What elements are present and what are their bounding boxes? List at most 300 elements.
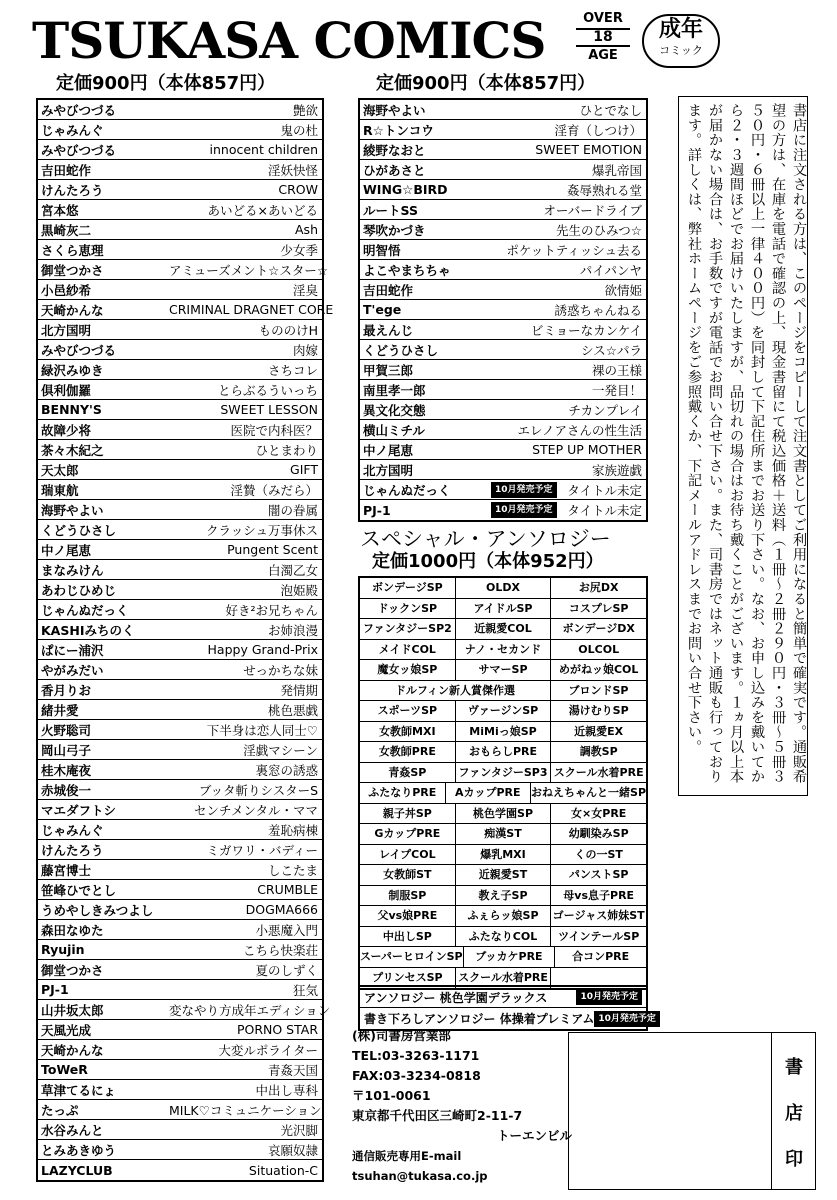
book-title: パイパンヤ bbox=[579, 262, 642, 278]
anthology-cell: 調教SP bbox=[579, 745, 618, 758]
list-item bbox=[38, 660, 322, 680]
anthology-cell: コスプレSP bbox=[568, 601, 629, 615]
anthology-cell: ボンデージSP bbox=[360, 578, 456, 598]
release-badge: 10月発売予定 bbox=[576, 989, 642, 1005]
author-name: BENNY'S bbox=[41, 402, 102, 417]
author-name: 北方国明 bbox=[41, 322, 92, 338]
author-name: けんたろう bbox=[41, 182, 104, 198]
anthology-cell: 女教師MXI bbox=[360, 722, 456, 742]
book-title: ビミョーなカンケイ bbox=[530, 322, 642, 338]
book-title: さちコレ bbox=[267, 362, 318, 378]
list-item bbox=[38, 580, 322, 600]
book-title: 変なやり方成年エディション bbox=[169, 1002, 331, 1018]
book-title: チカンプレイ bbox=[568, 402, 642, 418]
email-label: 通信販売専用E-mail bbox=[352, 1149, 462, 1163]
list-item bbox=[360, 380, 646, 400]
email-address: tsuhan@tukasa.co.jp bbox=[352, 1169, 488, 1183]
book-title: 淫贄（みだら） bbox=[230, 482, 318, 498]
author-name: 天風光成 bbox=[41, 1022, 92, 1038]
anthology-cell: MiMiっ娘SP bbox=[456, 722, 552, 742]
stamp-label-2: 店 bbox=[785, 1103, 803, 1124]
book-title: 大変ルポライター bbox=[218, 1042, 318, 1058]
anthology-cell: OLDX bbox=[456, 578, 552, 598]
list-item bbox=[360, 480, 646, 500]
author-name: 茶々木紀之 bbox=[41, 442, 104, 458]
grid-row bbox=[360, 886, 646, 907]
list-item bbox=[38, 980, 322, 1000]
book-title: CRUMBLE bbox=[257, 882, 318, 897]
book-title: あいどる×あいどる bbox=[207, 202, 318, 218]
special-anthology-grid bbox=[358, 576, 648, 990]
grid-row bbox=[360, 824, 646, 845]
list-item bbox=[360, 180, 646, 200]
author-name: 明智悟 bbox=[363, 242, 401, 258]
book-title: 狂気 bbox=[292, 982, 318, 998]
author-name: 吉田蛇作 bbox=[363, 282, 414, 298]
anthology-cell: 青姦SP bbox=[360, 763, 456, 783]
list-item bbox=[360, 320, 646, 340]
book-title: 鬼の杜 bbox=[280, 122, 318, 138]
book-title: Situation-C bbox=[248, 1162, 318, 1178]
list-item bbox=[38, 1020, 322, 1040]
list-item bbox=[38, 440, 322, 460]
left-title-list bbox=[36, 98, 334, 1182]
author-name: 御堂つかさ bbox=[41, 962, 104, 978]
anthology-cell: 父vs娘PRE bbox=[360, 906, 456, 926]
book-title: 肉嫁 bbox=[292, 342, 318, 358]
anthology-cell: 桃色学園SP bbox=[456, 804, 552, 824]
list-item bbox=[360, 140, 646, 160]
anthology-cell: お尻DX bbox=[578, 581, 619, 594]
author-name: じゃみんぐ bbox=[41, 822, 104, 838]
book-title: シス☆パラ bbox=[581, 342, 642, 358]
list-item bbox=[360, 460, 646, 480]
anthology-cell: 近親愛EX bbox=[574, 724, 624, 738]
book-title: センチメンタル・ママ bbox=[193, 802, 318, 818]
address: 東京都千代田区三崎町2-11-7 bbox=[352, 1108, 523, 1123]
list-item bbox=[38, 1060, 322, 1080]
anthology-cell: ブッカケPRE bbox=[464, 947, 556, 967]
author-name: LAZYCLUB bbox=[41, 1162, 113, 1178]
book-title: MILK♡コミュニケーション bbox=[169, 1102, 322, 1118]
middle-title-list bbox=[358, 98, 648, 522]
author-name: 水谷みんと bbox=[41, 1122, 104, 1138]
anthology-item bbox=[360, 987, 646, 1008]
anthology-cell: ふたなりPRE bbox=[360, 783, 446, 803]
list-item bbox=[38, 960, 322, 980]
book-title: 羞恥病棟 bbox=[267, 822, 318, 838]
book-title: タイトル未定 bbox=[567, 482, 642, 498]
anthology-cell: ふぇらッ娘SP bbox=[456, 906, 552, 926]
author-name: あわじひめじ bbox=[41, 582, 117, 598]
author-name: 海野やよい bbox=[363, 102, 426, 118]
anthology-cell: ドルフィン新人賞傑作選 bbox=[360, 681, 551, 701]
book-title: GIFT bbox=[290, 462, 318, 477]
book-title: CRIMINAL DRAGNET CORE bbox=[169, 302, 334, 317]
anthology-cell: 女×女PRE bbox=[571, 806, 627, 820]
book-title: タイトル未定 bbox=[567, 503, 642, 518]
fax-number: FAX:03-3234-0818 bbox=[352, 1068, 481, 1083]
author-name: マエダフトシ bbox=[41, 802, 117, 818]
author-name: 山井坂太郎 bbox=[41, 1002, 104, 1018]
book-title: 爆乳帝国 bbox=[591, 162, 642, 178]
anthology-cell: くの一ST bbox=[574, 847, 623, 861]
list-item bbox=[38, 820, 322, 840]
book-title: 好き²お兄ちゃん bbox=[225, 602, 318, 618]
book-title: 家族遊戯 bbox=[591, 462, 642, 478]
book-title: 淫戯マシーン bbox=[243, 742, 318, 758]
list-item bbox=[38, 220, 322, 240]
book-title: SWEET EMOTION bbox=[535, 142, 642, 157]
book-title: 哀願奴隷 bbox=[267, 1142, 318, 1158]
list-item bbox=[38, 600, 322, 620]
book-title: 闇の眷属 bbox=[267, 502, 318, 518]
author-name: 甲賀三郎 bbox=[363, 362, 414, 378]
book-title: CROW bbox=[278, 182, 318, 197]
list-item bbox=[360, 120, 646, 140]
book-title: クラッシュ万事休ス bbox=[205, 522, 318, 538]
author-name: たっぷ bbox=[41, 1102, 79, 1118]
author-name: やがみだい bbox=[41, 662, 104, 678]
grid-row bbox=[360, 947, 646, 968]
contact-block bbox=[352, 1026, 572, 1186]
list-item bbox=[360, 360, 646, 380]
book-title: innocent children bbox=[209, 142, 318, 157]
anthology-cell: プリンセスSP bbox=[360, 968, 456, 989]
list-item bbox=[38, 460, 322, 480]
anthology-cell: おもらしPRE bbox=[456, 742, 552, 762]
author-name: 緑沢みゆき bbox=[41, 362, 104, 378]
grid-row bbox=[360, 845, 646, 866]
list-item bbox=[38, 560, 322, 580]
list-item bbox=[38, 920, 322, 940]
list-item bbox=[38, 340, 322, 360]
book-title: DOGMA666 bbox=[245, 902, 318, 917]
book-title: 誘惑ちゃんねる bbox=[554, 302, 642, 318]
anthology-cell: 中出しSP bbox=[360, 927, 456, 947]
book-title: とらぶるういっち bbox=[217, 382, 318, 398]
author-name: T'ege bbox=[363, 302, 402, 317]
list-item bbox=[38, 780, 322, 800]
book-title: 一発目！ bbox=[591, 382, 642, 398]
book-title: 淫臭 bbox=[292, 282, 318, 298]
brand-title: TSUKASA COMICS bbox=[32, 11, 546, 70]
author-name: とみあきゆう bbox=[41, 1142, 117, 1158]
book-title: 淫育（しつけ） bbox=[554, 122, 642, 138]
anthology-cell: ドックンSP bbox=[360, 599, 456, 619]
author-name: 吉田蛇作 bbox=[41, 162, 92, 178]
list-item bbox=[38, 680, 322, 700]
author-name: 赤城俊一 bbox=[41, 782, 92, 798]
author-name: 笹峰ひでとし bbox=[41, 882, 117, 898]
list-item bbox=[360, 280, 646, 300]
list-item bbox=[38, 1100, 322, 1120]
book-title: 中出し専科 bbox=[255, 1082, 318, 1098]
list-item bbox=[360, 440, 646, 460]
list-item bbox=[38, 1000, 331, 1020]
anthology-cell: 親子丼SP bbox=[360, 804, 456, 824]
list-item bbox=[360, 340, 646, 360]
list-item bbox=[360, 500, 646, 520]
book-title: こちら快楽荘 bbox=[242, 942, 318, 958]
author-name: けんたろう bbox=[41, 842, 104, 858]
anthology-cell: ゴージャス姉妹ST bbox=[552, 909, 645, 922]
list-item bbox=[38, 1160, 322, 1180]
book-title: 泡姫殿 bbox=[280, 582, 318, 598]
author-name: みやびつづる bbox=[41, 342, 117, 358]
postal-code: 〒101-0061 bbox=[352, 1088, 431, 1103]
author-name: ぱにー浦沢 bbox=[41, 642, 104, 658]
left-price: 定価900円（本体857円） bbox=[56, 73, 276, 94]
anthology-cell: スクール水着PRE bbox=[553, 765, 644, 779]
book-title: ブッタ斬りシスターS bbox=[198, 782, 318, 798]
list-item bbox=[38, 400, 322, 420]
author-name: 中ノ尾恵 bbox=[41, 542, 92, 558]
book-title: もののけH bbox=[258, 322, 318, 338]
list-item bbox=[38, 240, 322, 260]
author-name: 岡山弓子 bbox=[41, 742, 92, 758]
anthology-cell: 近親愛COL bbox=[456, 619, 552, 639]
anthology-cell: 母vs息子PRE bbox=[563, 888, 635, 902]
book-title: Pungent Scent bbox=[227, 542, 318, 557]
list-item bbox=[360, 300, 646, 320]
list-item bbox=[38, 720, 322, 740]
anthology-cell: 女教師PRE bbox=[360, 742, 456, 762]
author-name: 天崎かんな bbox=[41, 302, 104, 318]
author-name: PJ-1 bbox=[363, 502, 391, 518]
author-name: みやびつづる bbox=[41, 142, 117, 158]
author-name: 最えんじ bbox=[363, 322, 414, 338]
book-title: 下半身は恋人同士♡ bbox=[206, 722, 318, 738]
book-title: Ash bbox=[295, 222, 318, 237]
list-item bbox=[38, 860, 322, 880]
anthology-cell: GカップPRE bbox=[360, 824, 456, 844]
anthology-cell: 幼馴染みSP bbox=[568, 827, 629, 840]
anthology-cell: レイプCOL bbox=[360, 845, 456, 865]
book-title: 桃色悪戯 bbox=[267, 702, 318, 718]
author-name: 天太郎 bbox=[41, 462, 79, 478]
list-item bbox=[38, 540, 322, 560]
anthology-cell: メイドCOL bbox=[360, 640, 456, 660]
release-badge: 10月発売予定 bbox=[491, 502, 557, 518]
anthology-title: 書き下ろしアンソロジー 体操着プレミアム bbox=[364, 1012, 595, 1026]
anthology-cell: ボンデージDX bbox=[562, 622, 635, 635]
list-item bbox=[360, 260, 646, 280]
book-title: 欲情姫 bbox=[604, 282, 642, 298]
release-badge: 10月発売予定 bbox=[594, 1011, 660, 1027]
book-title: 姦辱熟れる堂 bbox=[566, 182, 642, 198]
anthology-cell: スーパーヒロインSP bbox=[360, 947, 464, 967]
age-badge-over: OVER bbox=[583, 11, 623, 26]
author-name: WING☆BIRD bbox=[363, 182, 448, 197]
book-title: 裸の王様 bbox=[591, 362, 642, 378]
adult-badge-main: 成年 bbox=[658, 17, 703, 42]
list-item bbox=[360, 160, 646, 180]
anthology-cell: 合コンPRE bbox=[572, 950, 630, 963]
anthology-cell: OLCOL bbox=[578, 642, 620, 656]
book-title: お姉浪漫 bbox=[267, 622, 318, 638]
grid-row bbox=[360, 701, 646, 722]
list-item bbox=[38, 940, 322, 960]
author-name: 香月りお bbox=[41, 682, 92, 698]
author-name: 中ノ尾恵 bbox=[363, 442, 414, 458]
age-badge bbox=[572, 12, 634, 63]
list-item bbox=[38, 280, 322, 300]
author-name: Ryujin bbox=[41, 942, 85, 957]
order-notice-box bbox=[678, 96, 808, 796]
book-title: ひとでなし bbox=[579, 102, 642, 118]
grid-row bbox=[360, 578, 646, 599]
list-item bbox=[38, 620, 322, 640]
anthology-cell: スクール水着PRE bbox=[456, 968, 552, 989]
book-title: ミガワリ・バディー bbox=[206, 842, 318, 858]
list-item bbox=[38, 520, 322, 540]
author-name: ルートSS bbox=[363, 202, 418, 218]
anthology-cell: 女教師ST bbox=[360, 865, 456, 885]
grid-row bbox=[360, 599, 646, 620]
anthology-cell: ファンタジーSP3 bbox=[456, 763, 552, 783]
anthology-cell: おねえちゃんと一緒SP bbox=[531, 786, 647, 799]
book-title: 艶欲 bbox=[292, 102, 318, 118]
grid-row bbox=[360, 927, 646, 948]
list-item bbox=[38, 640, 322, 660]
adult-comic-badge bbox=[642, 14, 720, 68]
stamp-label-1: 書 bbox=[785, 1057, 803, 1078]
list-item bbox=[38, 360, 322, 380]
list-item bbox=[360, 200, 646, 220]
anthology-cell: ナノ・セカンド bbox=[456, 640, 552, 660]
list-item bbox=[38, 100, 322, 120]
anthology-cell: AカップPRE bbox=[446, 783, 532, 803]
author-name: 黒崎灰二 bbox=[41, 222, 92, 238]
author-name: 南里孝一郎 bbox=[363, 382, 426, 398]
book-title: 先生のひみつ☆ bbox=[556, 222, 642, 238]
company-name: (株)司書房営業部 bbox=[352, 1028, 451, 1043]
author-name: さくら恵理 bbox=[41, 242, 104, 258]
list-item bbox=[38, 740, 322, 760]
anthology-cell: スポーツSP bbox=[360, 701, 456, 721]
list-item bbox=[38, 200, 322, 220]
author-name: 瑞東航 bbox=[41, 482, 79, 498]
author-name: よこやまちちゃ bbox=[363, 262, 451, 278]
book-title: 発情期 bbox=[280, 682, 318, 698]
book-title: ひとまわり bbox=[255, 442, 318, 458]
book-title: 医院で内科医？ bbox=[230, 422, 318, 438]
list-item bbox=[360, 240, 646, 260]
grid-row bbox=[360, 763, 646, 784]
anthology-cell: ヴァージンSP bbox=[456, 701, 552, 721]
store-stamp-label-column bbox=[771, 1033, 815, 1189]
book-title: ポケットティッシュ去る bbox=[506, 242, 642, 258]
book-title: エレノアさんの性生活 bbox=[517, 422, 642, 438]
grid-row bbox=[360, 640, 646, 661]
book-title: 裏窓の誘惑 bbox=[255, 762, 318, 778]
anthology-cell: 痴漢ST bbox=[456, 824, 552, 844]
anthology-cell: 制服SP bbox=[360, 886, 456, 906]
book-title: PORNO STAR bbox=[236, 1022, 318, 1037]
author-name: うめやしきみつよし bbox=[41, 902, 154, 918]
anthology-cell: ツインテールSP bbox=[558, 929, 640, 943]
special-anthology-heading: スペシャル・アンソロジー bbox=[360, 527, 611, 551]
order-notice-text: 書店に注文される方は、このページをコピーして注文書としてご利用になると簡単で確実です。通販希望の方は、在庫を電話で確認の上、現金書留にて税込価格＋送料（１冊〜２冊２９０円・３冊〜５冊３５０円・６冊以上一律４００円）を同封して下記住所までお送り下さい。なお、お申し込みを戴いてから２・３週間ほどでお届けいたしますが、品切れの場合はお待ち戴くことがございます。１ヵ月以上本が届かない場合は、お手数ですが電話でお問い合せ下さい。また、司書房ではネット通販も行っております。詳しくは、弊社ホームページをご参照戴くか、下記メールアドレスまでお問い合せ下さい。 bbox=[686, 103, 807, 784]
author-name: 草津てるにょ bbox=[41, 1082, 116, 1098]
grid-row bbox=[360, 722, 646, 743]
anthology-cell: パンストSP bbox=[568, 868, 629, 881]
anthology-cell: アイドルSP bbox=[456, 599, 552, 619]
author-name: ひがあさと bbox=[363, 162, 426, 178]
author-name: 海野やよい bbox=[41, 502, 104, 518]
book-title: STEP UP MOTHER bbox=[532, 442, 642, 457]
grid-row bbox=[360, 681, 646, 702]
author-name: 宮本悠 bbox=[41, 202, 79, 218]
author-name: じゃみんぐ bbox=[41, 122, 104, 138]
anthology-cell: 魔女ッ娘SP bbox=[360, 660, 456, 680]
author-name: 天崎かんな bbox=[41, 1042, 104, 1058]
list-item bbox=[38, 700, 322, 720]
author-name: くどうひさし bbox=[363, 342, 439, 358]
anthology-list bbox=[358, 985, 656, 1031]
anthology-cell: ふたなりCOL bbox=[456, 927, 552, 947]
list-item bbox=[38, 120, 322, 140]
list-item bbox=[38, 840, 322, 860]
author-name: 御堂つかさ bbox=[41, 262, 104, 278]
author-name: 綾野なおと bbox=[363, 142, 426, 158]
author-name: R☆トンコウ bbox=[363, 122, 434, 138]
age-badge-age: AGE bbox=[588, 48, 618, 63]
list-item bbox=[38, 880, 322, 900]
grid-row bbox=[360, 783, 646, 804]
list-item bbox=[38, 1040, 322, 1060]
list-item bbox=[360, 420, 646, 440]
author-name: 緒井愛 bbox=[41, 702, 79, 718]
release-badge: 10月発売予定 bbox=[491, 482, 557, 498]
anthology-cell: ブロンドSP bbox=[568, 683, 629, 697]
special-price: 定価1000円（本体952円） bbox=[372, 551, 604, 572]
book-title: 青姦天国 bbox=[267, 1062, 318, 1078]
book-title: 光沢脚 bbox=[280, 1122, 318, 1138]
list-item bbox=[38, 420, 322, 440]
grid-row bbox=[360, 906, 646, 927]
author-name: じゃんぬだっく bbox=[363, 482, 451, 498]
list-item bbox=[38, 300, 334, 320]
anthology-cell: ファンタジーSP2 bbox=[360, 619, 456, 639]
grid-row bbox=[360, 619, 646, 640]
tel-number: TEL:03-3263-1171 bbox=[352, 1048, 480, 1063]
grid-row bbox=[360, 804, 646, 825]
anthology-cell: サマーSP bbox=[456, 660, 552, 680]
author-name: ToWeR bbox=[41, 1062, 88, 1077]
list-item bbox=[38, 380, 322, 400]
author-name: くどうひさし bbox=[41, 522, 117, 538]
anthology-title: アンソロジー 桃色学園デラックス bbox=[364, 990, 548, 1005]
anthology-cell: 爆乳MXI bbox=[456, 845, 552, 865]
author-name: 森田なゆた bbox=[41, 922, 104, 938]
anthology-cell: 近親愛ST bbox=[456, 865, 552, 885]
list-item bbox=[360, 220, 646, 240]
book-title: 少女季 bbox=[280, 242, 318, 258]
list-item bbox=[360, 100, 646, 120]
author-name: PJ-1 bbox=[41, 982, 69, 997]
list-item bbox=[38, 800, 322, 820]
middle-price: 定価900円（本体857円） bbox=[376, 73, 596, 94]
adult-badge-sub: コミック bbox=[659, 44, 703, 57]
book-title: SWEET LESSON bbox=[220, 402, 318, 417]
author-name: 藤宮博士 bbox=[41, 862, 92, 878]
list-item bbox=[38, 160, 322, 180]
grid-row bbox=[360, 660, 646, 681]
list-item bbox=[38, 760, 322, 780]
store-stamp-box bbox=[568, 1032, 816, 1190]
